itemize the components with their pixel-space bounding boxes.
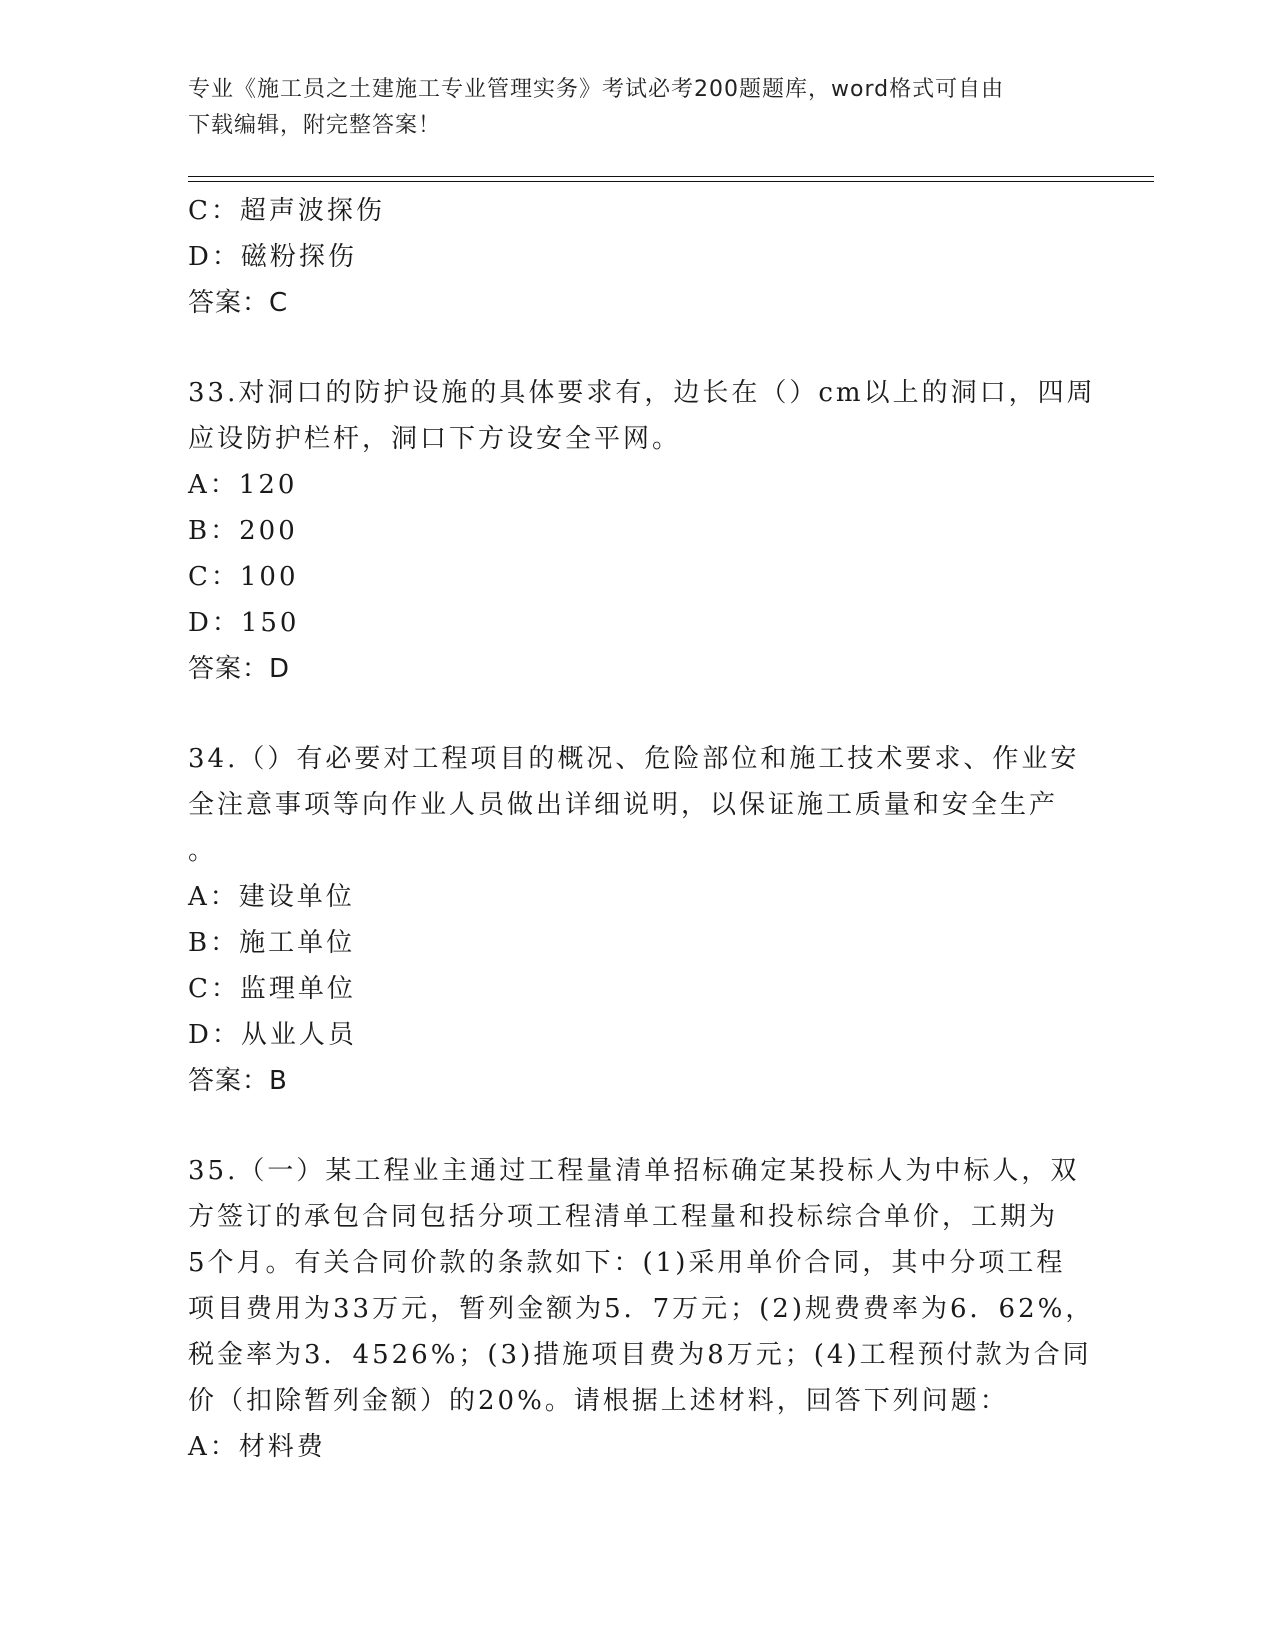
answer-line: 答案：C [188,288,289,318]
header-line-1: 专业《施工员之土建施工专业管理实务》考试必考200题题库，word格式可自由 [188,77,1005,102]
option-c: C：监理单位 [188,974,356,1004]
option-a: A：建设单位 [188,882,355,912]
question-33 [188,370,1096,692]
answer-line: 答案：D [188,654,291,684]
spacer [188,326,1088,370]
document-body [188,188,1096,1470]
option-a: A：材料费 [188,1432,326,1462]
option-d: D：从业人员 [188,1020,357,1050]
spacer [188,1104,1088,1148]
question-35 [188,1148,1095,1470]
answer-line: 答案：B [188,1066,288,1096]
question-text-line: 5个月。有关合同价款的条款如下：(1)采用单价合同，其中分项工程 [188,1248,1066,1278]
question-text-line: 方签订的承包合同包括分项工程清单工程量和投标综合单价，工期为 [188,1202,1059,1232]
option-b: B：200 [188,516,298,546]
option-d: D：磁粉探伤 [188,242,357,272]
question-text-line: 全注意事项等向作业人员做出详细说明，以保证施工质量和安全生产 [188,790,1059,820]
spacer [188,692,1088,736]
question-text-line: 。 [188,836,218,866]
question-text-line: 34.（）有必要对工程项目的概况、危险部位和施工技术要求、作业安 [188,744,1080,774]
question-text-line: 项目费用为33万元，暂列金额为5．7万元；(2)规费费率为6．62%， [188,1294,1095,1324]
header-rule-top [188,176,1154,177]
question-34 [188,736,1088,1104]
header-line-2: 下载编辑，附完整答案！ [188,113,442,138]
document-header [188,72,1068,144]
option-c: C：100 [188,562,299,592]
question-text-line: 税金率为3．4526%；(3)措施项目费为8万元；(4)工程预付款为合同 [188,1340,1092,1370]
question-text-line: 33.对洞口的防护设施的具体要求有，边长在（）cm以上的洞口，四周 [188,378,1096,408]
question-text-line: 35.（一）某工程业主通过工程量清单招标确定某投标人为中标人，双 [188,1156,1080,1186]
question-32-tail [188,188,1088,326]
option-b: B：施工单位 [188,928,356,958]
option-c: C：超声波探伤 [188,196,385,226]
option-a: A：120 [188,470,298,500]
question-text-line: 应设防护栏杆，洞口下方设安全平网。 [188,424,682,454]
header-rule-bottom [188,181,1154,182]
option-d: D：150 [188,608,300,638]
question-text-line: 价（扣除暂列金额）的20%。请根据上述材料，回答下列问题： [188,1386,1009,1416]
